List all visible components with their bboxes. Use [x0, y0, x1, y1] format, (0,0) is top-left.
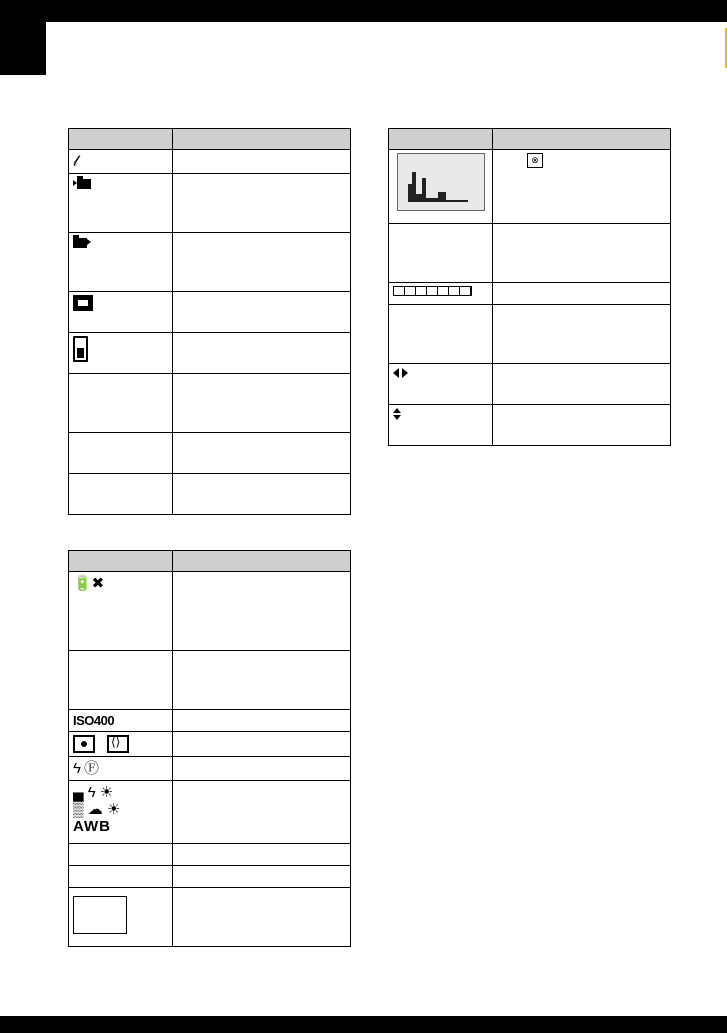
folder-out-icon [73, 238, 87, 248]
table-header-row [69, 551, 351, 572]
table-row [389, 305, 671, 364]
table-row [389, 283, 671, 305]
flash-off-icon: Ⓕ [84, 760, 100, 777]
table-row [69, 844, 351, 866]
af-frame-icon [73, 896, 127, 934]
table-row [69, 710, 351, 732]
table-right [388, 128, 671, 446]
table-header-row [389, 129, 671, 150]
corner-tab [0, 22, 46, 75]
table-row [389, 405, 671, 446]
image-strip-icon [393, 286, 472, 296]
table-row [389, 364, 671, 405]
table-row [69, 866, 351, 888]
table-row [389, 224, 671, 283]
pen-curve-icon: 𝓁 [73, 153, 78, 170]
table-row [69, 292, 351, 333]
delete-button-icon: ⊗ [527, 153, 543, 168]
wb-icons: ▄ ϟ ☀ ▒ ☁ ☀ [73, 784, 121, 818]
table-row [69, 174, 351, 233]
battery-warning-icon: 🔋✖ [73, 575, 105, 592]
table-row [69, 888, 351, 947]
table-header-row [69, 129, 351, 150]
table-row [69, 757, 351, 781]
memory-card-icon [73, 336, 88, 362]
bottom-black-bar [0, 1016, 727, 1033]
table-top-left [68, 128, 351, 515]
histogram-thumbnail-icon [397, 153, 485, 211]
table-row [69, 150, 351, 174]
top-black-bar [0, 0, 727, 22]
table-row [69, 233, 351, 292]
flash-icon: ϟ [73, 760, 81, 777]
table-row [69, 651, 351, 710]
table-row [69, 433, 351, 474]
center-meter-icon [107, 735, 129, 753]
table-row [69, 474, 351, 515]
awb-label: AWB [73, 818, 111, 835]
table-row [69, 572, 351, 651]
memory-stick-icon [73, 295, 93, 311]
table-row [389, 150, 671, 224]
up-down-arrows-icon [393, 408, 488, 420]
iso-label: ISO400 [73, 713, 115, 728]
table-bottom-left [68, 550, 351, 947]
table-row [69, 781, 351, 844]
table-row [69, 374, 351, 433]
spot-meter-icon [73, 735, 95, 753]
table-row [69, 732, 351, 757]
left-right-arrows-icon [393, 367, 408, 379]
table-row [69, 333, 351, 374]
